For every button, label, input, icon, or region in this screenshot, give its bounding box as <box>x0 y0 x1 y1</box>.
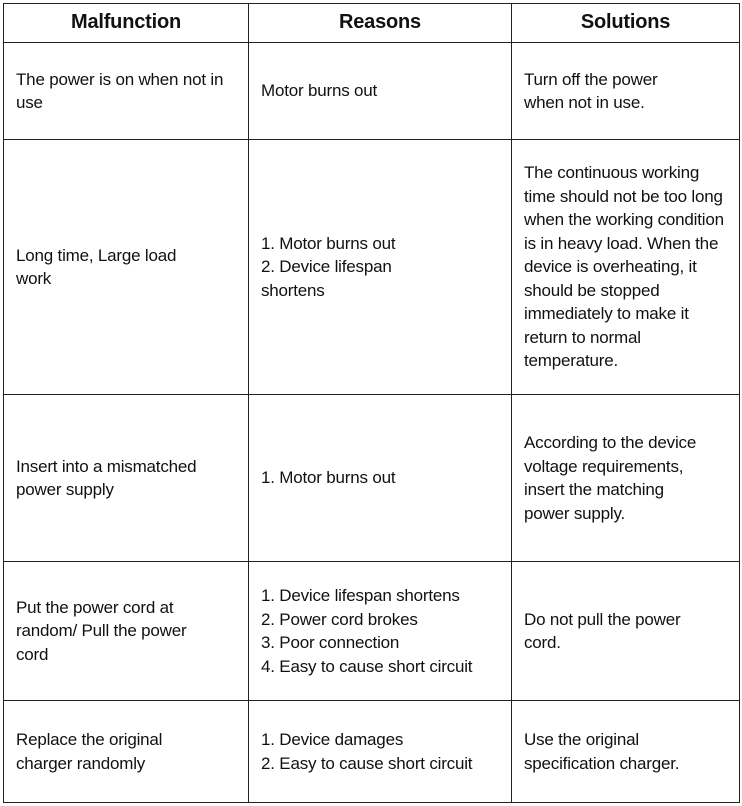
reasons-cell <box>249 395 512 562</box>
table-header-row <box>4 4 740 43</box>
table-row <box>4 701 740 803</box>
solution-text: Do not pull the power cord. <box>524 609 681 652</box>
reason-item: 4. Easy to cause short circuit <box>261 656 473 676</box>
solution-text: Turn off the power when not in use. <box>524 69 658 112</box>
solution-cell <box>512 562 740 701</box>
malfunction-text: The power is on when not in use <box>16 69 224 112</box>
table-row <box>4 43 740 140</box>
solution-text: The continuous working time should not be too long when the working condition is in heavy load. When the device is overheating, it should be stopped immediately to make it return to normal temperature. <box>524 163 724 371</box>
header-malfunction: Malfunction <box>4 4 249 43</box>
malfunction-cell <box>4 562 249 701</box>
solution-cell <box>512 701 740 803</box>
malfunction-cell <box>4 43 249 140</box>
solution-text: Use the original specification charger. <box>524 730 680 773</box>
reason-item: 2. Easy to cause short circuit <box>261 753 473 773</box>
malfunction-cell <box>4 395 249 562</box>
malfunction-text: Put the power cord at random/ Pull the power cord <box>16 597 187 664</box>
malfunction-cell <box>4 701 249 803</box>
reason-item: 1. Device lifespan shortens <box>261 586 460 605</box>
reasons-cell <box>249 43 512 140</box>
table-row <box>4 140 740 395</box>
reasons-cell <box>249 140 512 395</box>
malfunction-text: Long time, Large load work <box>16 245 177 288</box>
solution-cell <box>512 43 740 140</box>
reasons-cell <box>249 562 512 701</box>
solution-cell <box>512 395 740 562</box>
solution-cell <box>512 140 740 395</box>
table-row <box>4 395 740 562</box>
troubleshooting-table <box>3 3 740 803</box>
header-solutions: Solutions <box>512 4 740 43</box>
reasons-cell <box>249 701 512 803</box>
header-reasons: Reasons <box>249 4 512 43</box>
reason-item: 3. Poor connection <box>261 633 400 652</box>
reason-item: 1. Motor burns out <box>261 468 396 488</box>
reason-item: Motor burns out <box>261 81 378 101</box>
malfunction-text: Replace the original charger randomly <box>16 730 163 773</box>
reason-item: 1. Device damages <box>261 730 404 749</box>
reason-item: 1. Motor burns out <box>261 233 396 253</box>
malfunction-text: Insert into a mismatched power supply <box>16 456 197 499</box>
solution-text: According to the device voltage requirements, insert the matching power supply. <box>524 433 697 523</box>
reason-item: 2. Device lifespan shortens <box>261 257 392 300</box>
table-row <box>4 562 740 701</box>
reason-item: 2. Power cord brokes <box>261 609 418 629</box>
malfunction-cell <box>4 140 249 395</box>
